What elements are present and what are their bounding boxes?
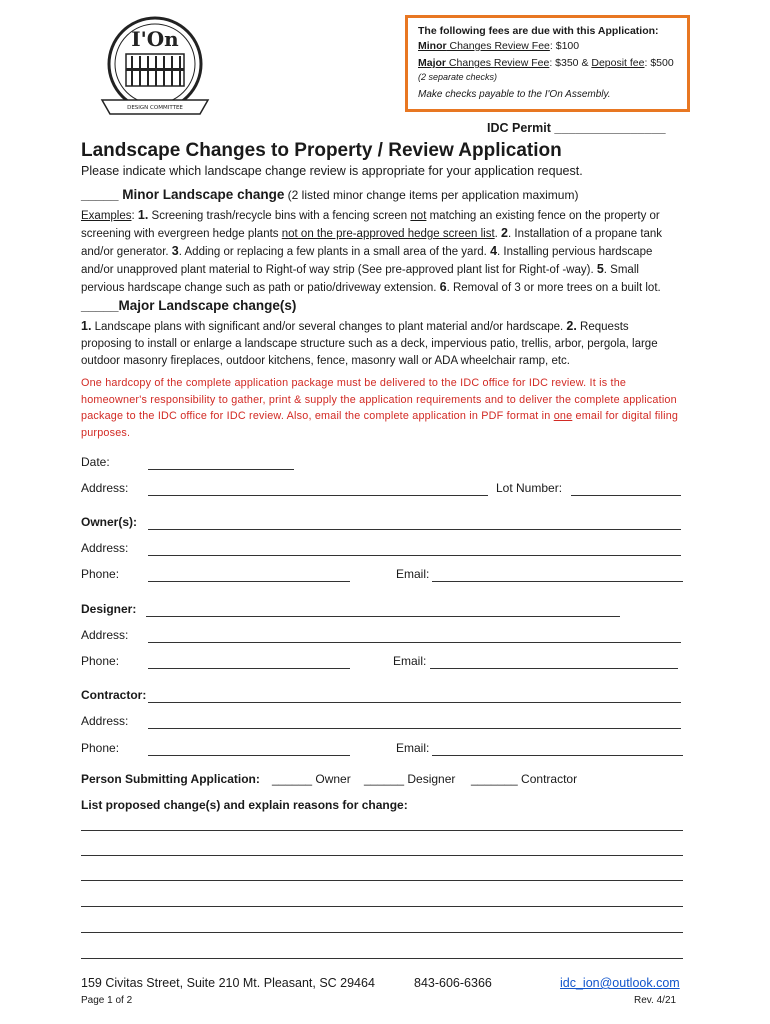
designer-address-field[interactable] xyxy=(148,642,681,643)
property-address-field[interactable] xyxy=(148,495,488,496)
minor-examples-paragraph: Examples: 1. Screening trash/recycle bins with a fencing screen not matching an existing fence on the property or screening with evergreen hedge plants not on the pre-approved hedge screen list. 2. Installation of a propane tank and/or generator. 3. Adding or replacing a few plants in a small area of the yard. 4. Installing pervious hardscape and/or unapproved plant material to Right-of way strip (See pre-approved plant list for Right-of -way). 5. Small pervious hardscape change such as path or patio/driveway extension. 6. Removal of 3 or more trees on a built lot. xyxy=(81,208,663,294)
major-description-paragraph: 1. Landscape plans with significant and/or several changes to plant material and/or hardscape. 2. Requests proposing to install or enlarge a landscape structure such as a deck, impervious patio, trellis, arbor, pergola, large outdoor masonry fireplaces, outdoor kitchens, fence, masonry wall or ADA wheelchair ramp, etc. xyxy=(81,319,658,367)
designer-phone-label: Phone: xyxy=(81,654,120,668)
page-subtitle: Please indicate which landscape change review is appropriate for your application request. xyxy=(81,164,583,178)
owners-field[interactable] xyxy=(148,529,681,530)
ion-logo xyxy=(96,14,214,122)
contractor-field[interactable] xyxy=(148,702,681,703)
changes-line-2[interactable] xyxy=(81,855,683,856)
major-fee-line: Major Changes Review Fee: $350 & Deposit fee: $500 xyxy=(418,57,674,69)
minor-change-heading[interactable]: _____ Minor Landscape change (2 listed minor change items per application maximum) xyxy=(81,187,579,202)
contractor-phone-field[interactable] xyxy=(148,755,350,756)
changes-line-4[interactable] xyxy=(81,906,683,907)
proposed-changes-label: List proposed change(s) and explain reasons for change: xyxy=(81,798,408,812)
submitter-contractor-option[interactable]: _______ Contractor xyxy=(471,772,578,786)
owners-label: Owner(s): xyxy=(81,515,138,529)
logo-caption: DESIGN COMMITTEE xyxy=(127,105,183,111)
minor-fee-line: Minor Changes Review Fee: $100 xyxy=(418,40,580,52)
page-title: Landscape Changes to Property / Review Application xyxy=(81,140,562,161)
owner-address-field[interactable] xyxy=(148,555,681,556)
page-number: Page 1 of 2 xyxy=(81,995,133,1006)
changes-line-6[interactable] xyxy=(81,958,683,959)
designer-phone-field[interactable] xyxy=(148,668,350,669)
owner-email-field[interactable] xyxy=(432,581,683,582)
date-field[interactable] xyxy=(148,469,294,470)
contractor-phone-label: Phone: xyxy=(81,741,120,755)
contractor-email-field[interactable] xyxy=(432,755,683,756)
submitter-owner-option[interactable]: ______ Owner xyxy=(272,772,351,786)
owner-phone-field[interactable] xyxy=(148,581,350,582)
person-submitting-label: Person Submitting Application: xyxy=(81,772,260,786)
owner-email-label: Email: xyxy=(396,567,430,581)
fee-heading: The following fees are due with this Application: xyxy=(418,25,659,37)
separate-checks-note: (2 separate checks) xyxy=(418,72,498,82)
lot-number-field[interactable] xyxy=(571,495,681,496)
footer-address: 159 Civitas Street, Suite 210 Mt. Pleasant, SC 29464 xyxy=(81,976,375,990)
designer-label: Designer: xyxy=(81,602,137,616)
submitter-designer-option[interactable]: ______ Designer xyxy=(364,772,456,786)
owner-address-label: Address: xyxy=(81,541,129,555)
footer-phone: 843-606-6366 xyxy=(414,976,492,990)
contractor-email-label: Email: xyxy=(396,741,430,755)
designer-field[interactable] xyxy=(146,616,620,617)
designer-email-label: Email: xyxy=(393,654,427,668)
major-change-heading[interactable]: _____Major Landscape change(s) xyxy=(81,298,297,313)
changes-line-1[interactable] xyxy=(81,830,683,831)
lot-number-label: Lot Number: xyxy=(496,481,563,495)
footer-email-link[interactable]: idc_ion@outlook.com xyxy=(560,976,680,990)
idc-permit-field[interactable]: IDC Permit ________________ xyxy=(487,121,666,135)
contractor-address-field[interactable] xyxy=(148,728,681,729)
revision-date: Rev. 4/21 xyxy=(634,995,677,1006)
designer-address-label: Address: xyxy=(81,628,129,642)
owner-phone-label: Phone: xyxy=(81,567,120,581)
contractor-label: Contractor: xyxy=(81,688,147,702)
fee-notice-box xyxy=(405,15,690,112)
submission-notice: One hardcopy of the complete application package must be delivered to the IDC office for IDC review. It is the homeowner's responsibility to gather, print & supply the application requirements and to deliver the complete application package to the IDC office for IDC review. Also, email the complete application in PDF format in one email for digital filing purposes. xyxy=(81,377,679,439)
designer-email-field[interactable] xyxy=(430,668,678,669)
checks-payable-note: Make checks payable to the I'On Assembly. xyxy=(418,89,611,100)
changes-line-3[interactable] xyxy=(81,880,683,881)
date-label: Date: xyxy=(81,455,110,469)
changes-line-5[interactable] xyxy=(81,932,683,933)
contractor-address-label: Address: xyxy=(81,714,129,728)
address-label: Address: xyxy=(81,481,129,495)
logo-name: I'On xyxy=(131,27,179,51)
